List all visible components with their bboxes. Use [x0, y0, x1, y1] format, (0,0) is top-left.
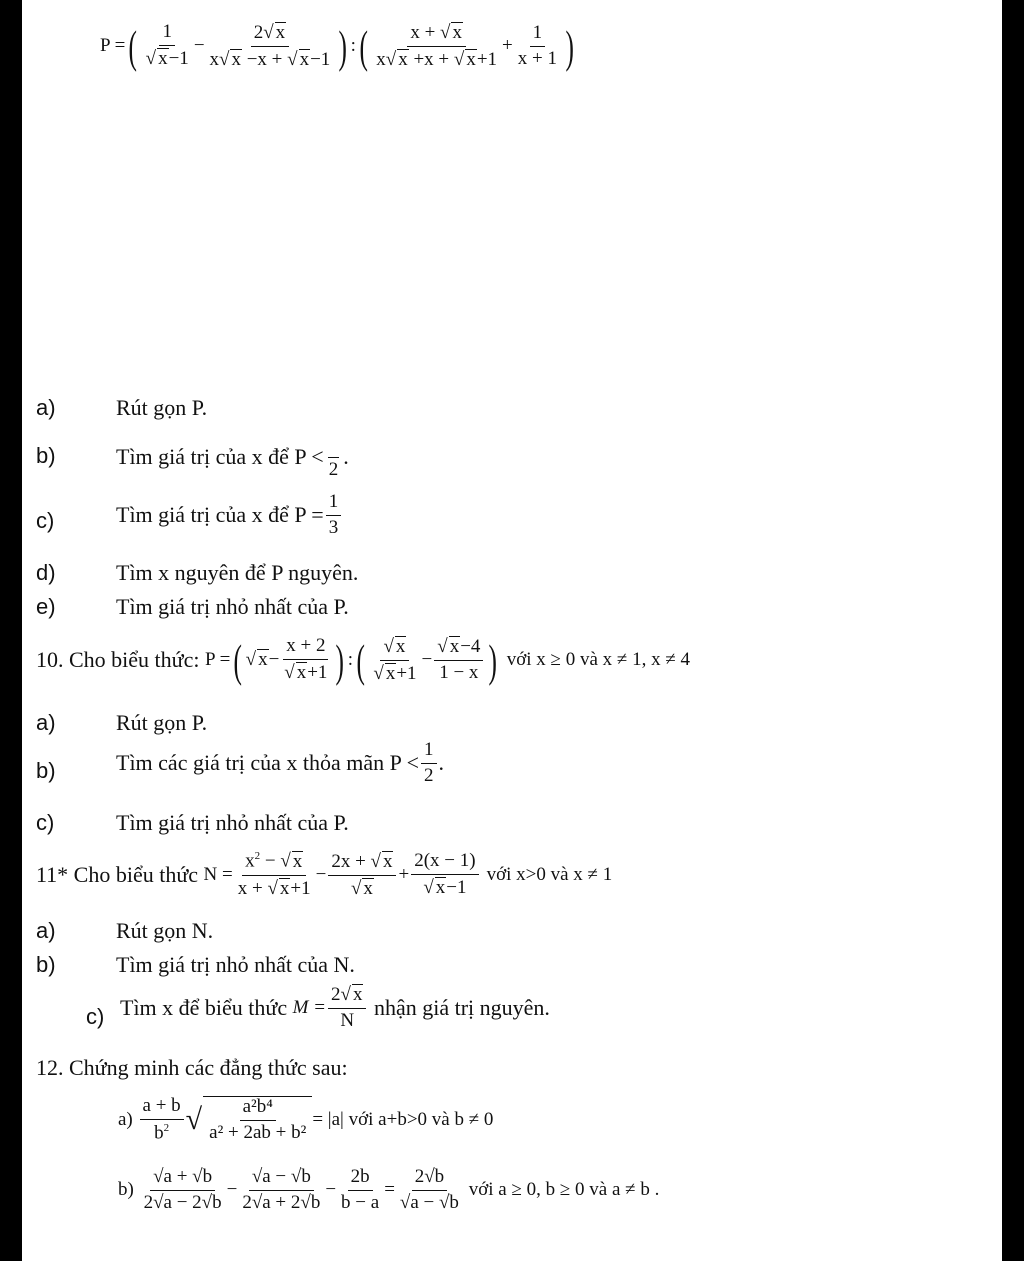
q10-b-label: b) — [36, 758, 56, 783]
q9-d-text: Tìm x nguyên để P nguyên. — [116, 560, 359, 585]
fraction-4: $\frac{1}{x + 1}$ — [517, 21, 557, 69]
q9-e-text: Tìm giá trị nhỏ nhất của P. — [116, 594, 349, 619]
q9-d-label: d) — [36, 560, 56, 585]
q9-c-label: c) — [36, 508, 55, 533]
q11-statement: 11* Cho biểu thức N = $\frac{x^2 - √ x}{x + √ x+1}$ − $\frac{2x + √ x}{√ x}$ + $\frac{2(x - 1)}{√ x-1}$ với x>0 và x ≠ 1 — [36, 850, 613, 899]
formula-lhs: P = — [100, 35, 126, 56]
q11-b-text: Tìm giá trị nhỏ nhất của N. — [116, 952, 355, 977]
paren-close: ) — [338, 20, 348, 72]
fraction-1: $\frac{1}{√ x-1}$ — [145, 21, 189, 69]
q9-c-text: Tìm giá trị của x để P = $\frac{1}{3}$ — [116, 492, 343, 539]
q11-c-label: c) — [86, 1004, 105, 1029]
q10-c-label: c) — [36, 810, 55, 835]
q9-e-label: e) — [36, 594, 56, 619]
formula-top: P = ( $\frac{1}{√ x-1}$ − $\frac{2√ x}{x√ x -x + √ x-1}$ ) : ( $\frac{x + √ x}{x√ x +x + √ x+1}$ + $\frac{1}{x + 1}$ ) — [100, 20, 574, 72]
q11-a-text: Rút gọn N. — [116, 918, 214, 943]
fraction-2: $\frac{2√ x}{x√ x -x + √ x-1}$ — [209, 21, 331, 70]
q10-c-text: Tìm giá trị nhỏ nhất của P. — [116, 810, 349, 835]
q10-b-text: Tìm các giá trị của x thỏa mãn P < $\frac{1}{2}$ . — [116, 739, 444, 786]
left-edge-bar — [0, 0, 22, 1261]
q10-statement: 10. Cho biểu thức: P = ( √ x − $\frac{x + 2}{√ x+1}$ ) : ( $\frac{√ x}{√ x+1}$ − $\frac{√ x-4}{1 - x}$ ) với x ≥ 0 và x ≠ 1, x ≠ 4 — [36, 634, 691, 686]
q9-a-text: Rút gọn P. — [116, 395, 208, 420]
q12-a: a) $\frac{a + b}{b^2}$ √ $\frac{\text{a²b⁴}}{\text{a² + 2ab + b²}}$ = |a| với a+b>0 và b ≠ 0 — [118, 1094, 494, 1144]
q11-b-label: b) — [36, 952, 56, 977]
q9-a-label: a) — [36, 395, 56, 420]
q12-title: 12. Chứng minh các đẳng thức sau: — [36, 1055, 348, 1080]
paren-open: ( — [128, 20, 138, 72]
q10-a-text: Rút gọn P. — [116, 710, 208, 735]
q9-b-text: Tìm giá trị của x để P < 2 . — [116, 434, 349, 481]
q12-b: b) $\frac{√a + √b}{2√a - 2√b}$ − $\frac{√a - √b}{2√a + 2√b}$ − $\frac{2b}{b - a}$ = $\frac{2√b}{√a - √b}$ với a ≥ 0, b ≥ 0 và a ≠ b . — [118, 1165, 660, 1213]
q9-b-label: b) — [36, 443, 56, 468]
q11-c-text: Tìm x để biểu thức M = $\frac{2√ x}{N}$ nhận giá trị nguyên. — [120, 984, 550, 1031]
fraction-3: $\frac{x + √ x}{x√ x +x + √ x+1}$ — [376, 21, 498, 70]
q10-a-label: a) — [36, 710, 56, 735]
q11-a-label: a) — [36, 918, 56, 943]
right-edge-bar — [1002, 0, 1024, 1261]
